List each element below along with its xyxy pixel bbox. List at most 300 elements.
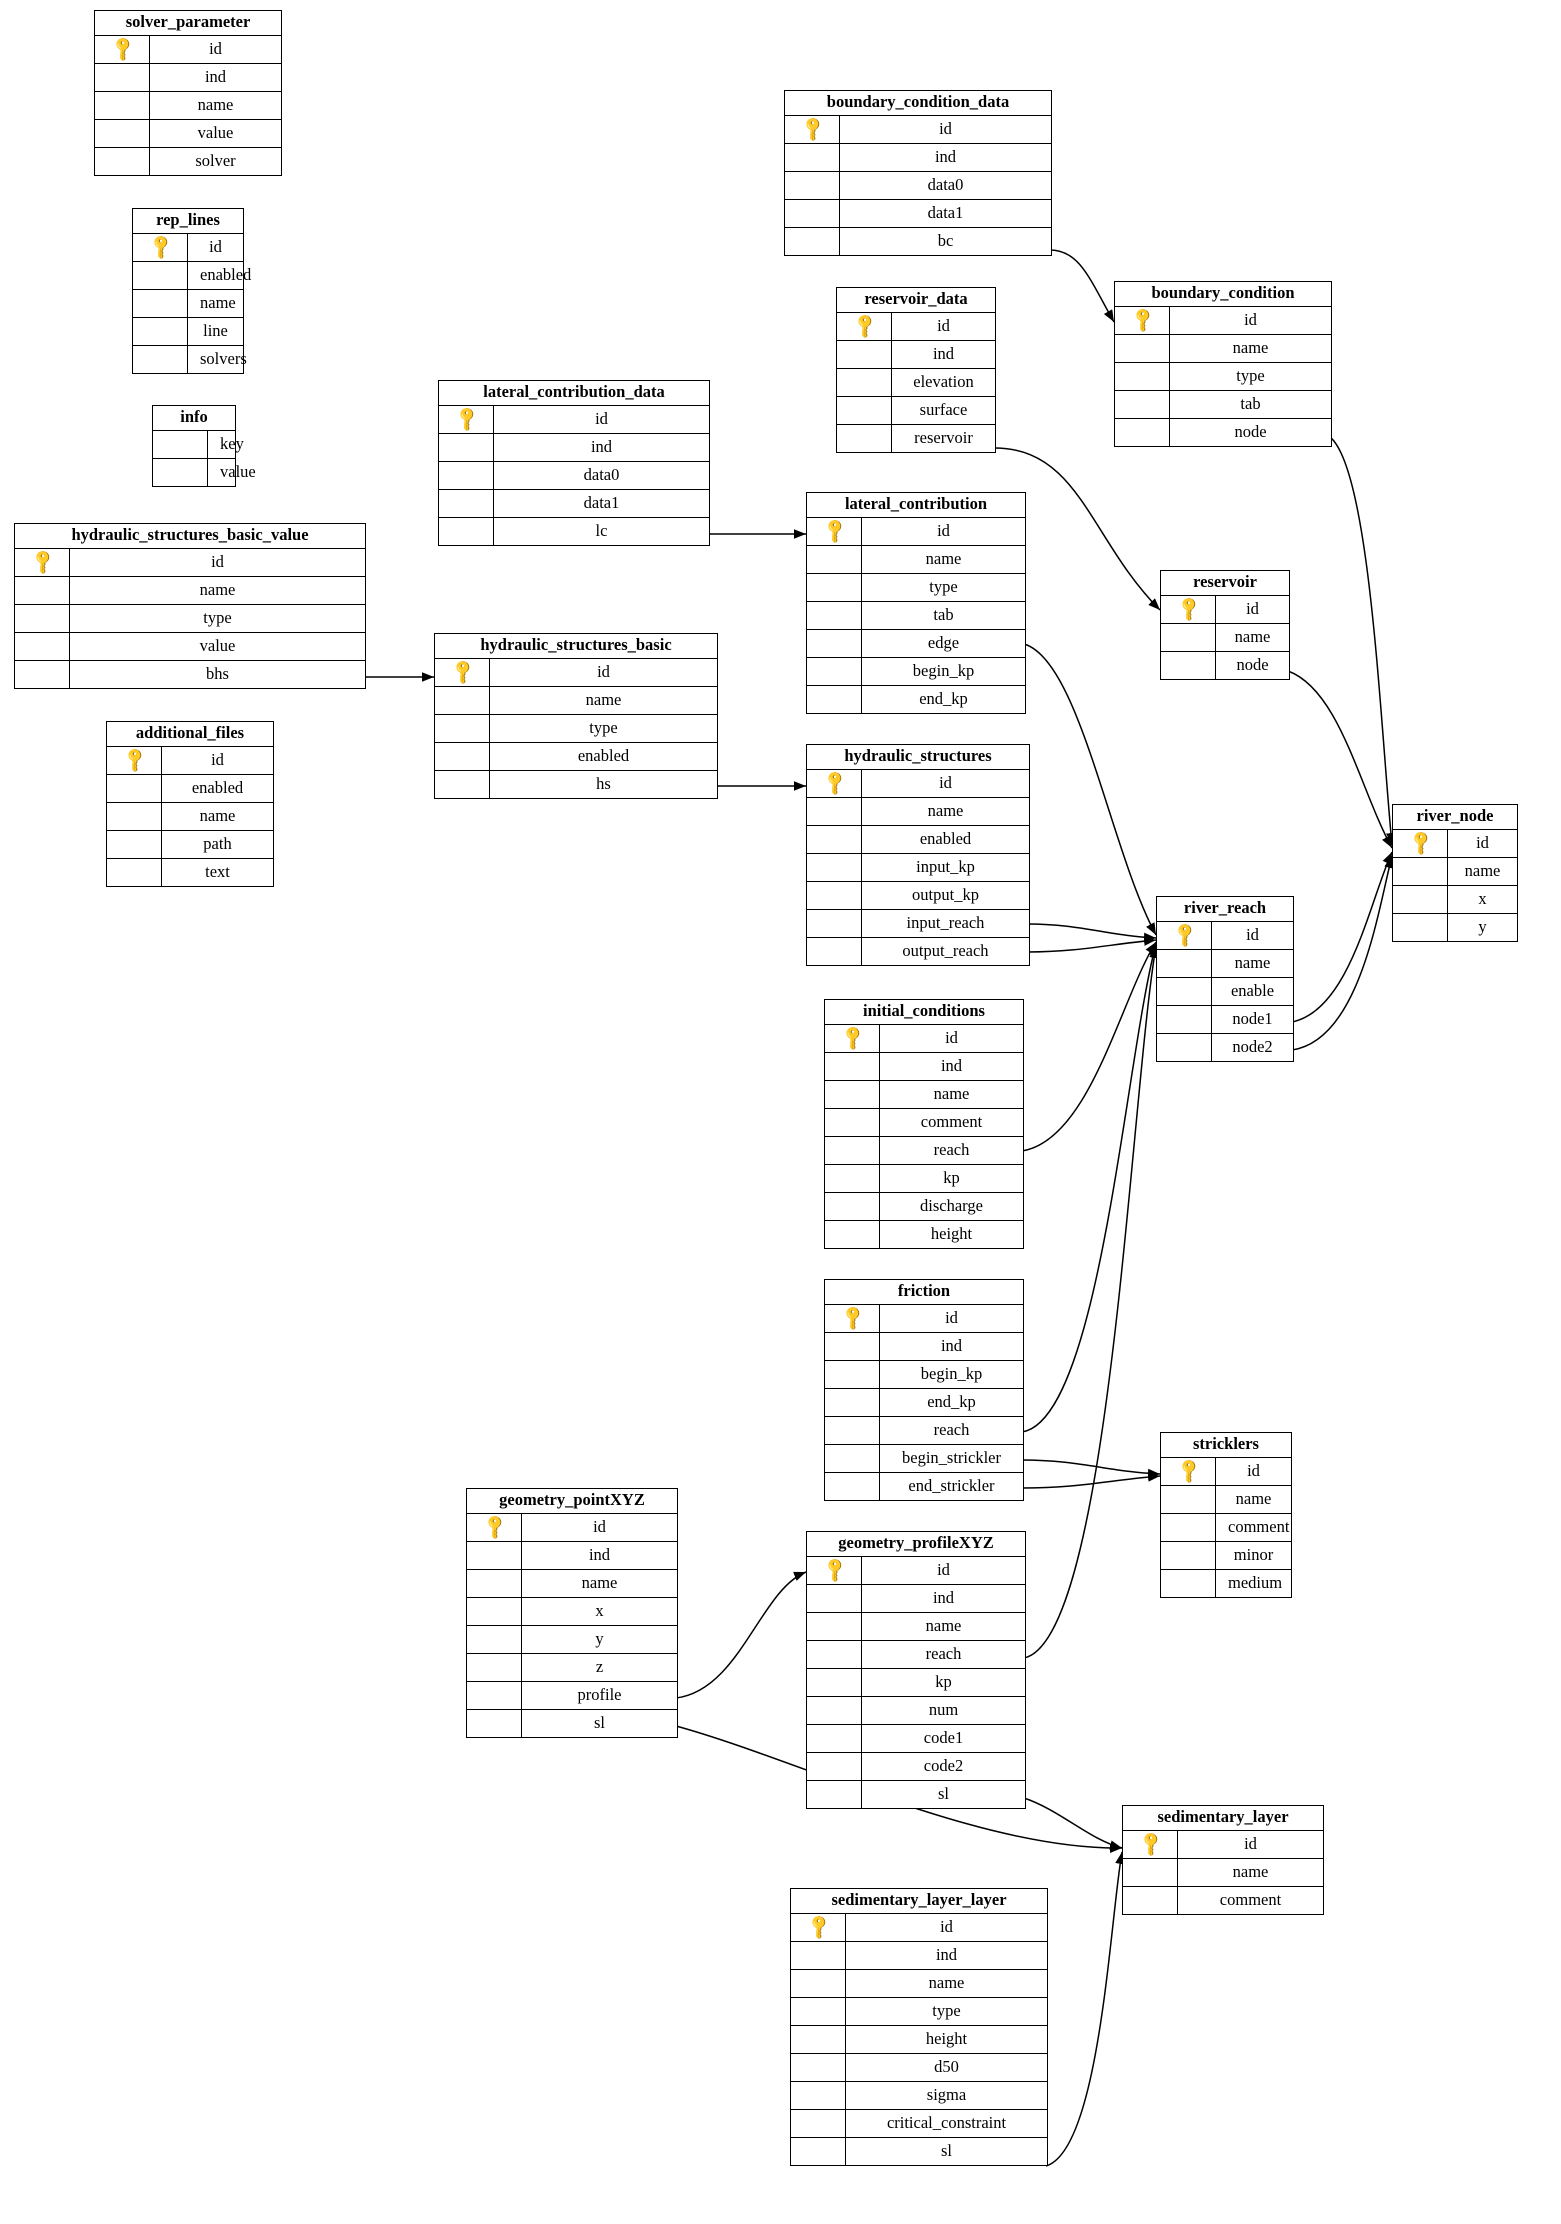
entity-field-row [1157, 922, 1293, 950]
entity-field-row [837, 341, 995, 369]
relationship-link [1022, 1476, 1160, 1488]
field-name: value [220, 462, 256, 482]
key-icon: 🔑 [452, 404, 481, 433]
field-marker-cell [807, 658, 862, 685]
field-marker-cell [807, 938, 862, 965]
entity-boundary_condition[interactable] [1114, 281, 1332, 447]
entity-info[interactable] [152, 405, 256, 487]
field-name: ind [940, 1336, 963, 1356]
entity-stricklers[interactable] [1160, 1432, 1292, 1598]
relationship-link [1022, 1460, 1160, 1474]
field-marker-cell [107, 859, 162, 886]
field-name: kp [935, 1672, 952, 1692]
field-name: input_kp [916, 857, 975, 877]
field-marker-cell [825, 1361, 880, 1388]
entity-field-row [1161, 1486, 1291, 1514]
entity-title: boundary_condition [1115, 282, 1331, 307]
field-marker-cell [467, 1626, 522, 1653]
key-icon: 🔑 [448, 657, 477, 686]
field-marker-cell [133, 262, 188, 289]
entity-field-row [807, 826, 1029, 854]
field-marker-cell [1115, 391, 1170, 418]
field-name: node1 [1232, 1009, 1273, 1029]
entity-field-row [825, 1361, 1023, 1389]
primary-key-cell [825, 1305, 880, 1332]
field-name: id [595, 409, 608, 429]
entity-field-row [107, 775, 273, 803]
entity-title: boundary_condition_data [785, 91, 1051, 116]
field-marker-cell [807, 1753, 862, 1780]
key-icon: 🔑 [1406, 828, 1435, 857]
primary-key-cell [95, 36, 150, 63]
field-name: begin_kp [912, 661, 975, 681]
key-icon: 🔑 [820, 768, 849, 797]
entity-field-row [15, 549, 365, 577]
primary-key-cell [1123, 1831, 1178, 1858]
field-marker-cell [439, 462, 494, 489]
field-name: type [932, 2001, 961, 2021]
field-marker-cell [435, 771, 490, 798]
entity-field-row [825, 1333, 1023, 1361]
field-marker-cell [807, 1613, 862, 1640]
field-name: id [937, 316, 950, 336]
entity-field-row [785, 172, 1051, 200]
entity-title: hydraulic_structures_basic [435, 634, 717, 659]
field-marker-cell [791, 1970, 846, 1997]
entity-reservoir_data[interactable] [836, 287, 996, 453]
field-marker-cell [1161, 652, 1216, 679]
field-name: ind [932, 344, 955, 364]
entity-field-row [807, 938, 1029, 965]
entity-field-row [15, 577, 365, 605]
field-marker-cell [807, 1669, 862, 1696]
field-marker-cell [1393, 886, 1448, 913]
field-marker-cell [15, 661, 70, 688]
entity-field-row [467, 1570, 677, 1598]
entity-field-row [1161, 652, 1289, 679]
entity-sedimentary_layer_layer[interactable] [790, 1888, 1048, 2166]
field-name: code2 [923, 1756, 964, 1776]
entity-field-row [1123, 1831, 1323, 1859]
entity-field-row [825, 1417, 1023, 1445]
entity-hydraulic_structures_basic_value[interactable] [14, 523, 366, 689]
entity-field-row [807, 518, 1025, 546]
field-name: value [197, 123, 234, 143]
field-marker-cell [153, 431, 208, 458]
field-marker-cell [825, 1221, 880, 1248]
entity-solver_parameter[interactable] [94, 10, 282, 176]
field-marker-cell [807, 882, 862, 909]
field-name: data0 [583, 465, 620, 485]
entity-field-row [1393, 914, 1517, 941]
field-name: output_kp [912, 885, 979, 905]
entity-friction[interactable] [824, 1279, 1024, 1501]
field-marker-cell [807, 1725, 862, 1752]
entity-field-row [807, 1725, 1025, 1753]
field-marker-cell [791, 2110, 846, 2137]
key-icon: 🔑 [1170, 920, 1199, 949]
entity-lateral_contribution[interactable] [806, 492, 1026, 714]
field-marker-cell [785, 228, 840, 255]
entity-field-row [825, 1109, 1023, 1137]
entity-field-row [791, 1942, 1047, 1970]
relationship-link [1046, 1852, 1122, 2166]
entity-field-row [435, 715, 717, 743]
key-icon: 🔑 [838, 1023, 867, 1052]
field-name: name [581, 1573, 618, 1593]
entity-field-row [95, 120, 281, 148]
entity-field-row [15, 661, 365, 688]
entity-river_reach[interactable] [1156, 896, 1294, 1062]
entity-field-row [825, 1221, 1023, 1248]
field-name: ind [934, 147, 957, 167]
primary-key-cell [467, 1514, 522, 1541]
field-marker-cell [791, 2054, 846, 2081]
key-icon: 🔑 [820, 516, 849, 545]
entity-field-row [825, 1473, 1023, 1500]
field-name: name [925, 549, 962, 569]
field-marker-cell [825, 1333, 880, 1360]
entity-field-row [133, 234, 243, 262]
field-name: surface [919, 400, 968, 420]
relationship-link [1292, 852, 1392, 1022]
field-marker-cell [467, 1598, 522, 1625]
entity-field-row [807, 1641, 1025, 1669]
field-marker-cell [1157, 950, 1212, 977]
field-marker-cell [435, 715, 490, 742]
entity-field-row [107, 747, 273, 775]
entity-field-row [467, 1682, 677, 1710]
field-marker-cell [133, 290, 188, 317]
entity-field-row [1123, 1887, 1323, 1914]
entity-additional_files[interactable] [106, 721, 274, 887]
entity-field-row [439, 406, 709, 434]
field-name: sl [937, 1784, 949, 1804]
entity-title: initial_conditions [825, 1000, 1023, 1025]
field-marker-cell [1115, 363, 1170, 390]
field-marker-cell [825, 1165, 880, 1192]
entity-title: geometry_pointXYZ [467, 1489, 677, 1514]
field-name: type [929, 577, 958, 597]
entity-field-row [807, 882, 1029, 910]
entity-title: hydraulic_structures [807, 745, 1029, 770]
field-marker-cell [15, 577, 70, 604]
entity-title: sedimentary_layer_layer [791, 1889, 1047, 1914]
field-name: enabled [200, 265, 252, 285]
primary-key-cell [107, 747, 162, 774]
field-name: tab [1240, 394, 1261, 414]
field-name: id [945, 1028, 958, 1048]
entity-geometry_profileXYZ[interactable] [806, 1531, 1026, 1809]
field-marker-cell [435, 687, 490, 714]
relationship-link [1028, 924, 1156, 938]
field-name: comment [1219, 1890, 1282, 1910]
field-marker-cell [467, 1654, 522, 1681]
field-name: comment [920, 1112, 983, 1132]
field-marker-cell [825, 1389, 880, 1416]
field-marker-cell [807, 1781, 862, 1808]
entity-field-row [1161, 1458, 1291, 1486]
field-name: d50 [934, 2057, 959, 2077]
field-marker-cell [467, 1682, 522, 1709]
field-marker-cell [467, 1570, 522, 1597]
entity-title: reservoir [1161, 571, 1289, 596]
key-icon: 🔑 [28, 547, 57, 576]
field-marker-cell [825, 1109, 880, 1136]
field-name: reach [925, 1644, 962, 1664]
entity-field-row [791, 2138, 1047, 2165]
field-marker-cell [785, 200, 840, 227]
entity-field-row [133, 318, 243, 346]
field-marker-cell [1161, 1570, 1216, 1597]
field-name: end_kp [919, 689, 968, 709]
field-name: name [928, 1973, 965, 1993]
entity-field-row [791, 1998, 1047, 2026]
entity-reservoir[interactable] [1160, 570, 1290, 680]
field-name: bc [937, 231, 954, 251]
entity-title: lateral_contribution_data [439, 381, 709, 406]
entity-field-row [807, 686, 1025, 713]
relationship-link [1024, 644, 1156, 935]
field-name: name [933, 1084, 970, 1104]
field-marker-cell [837, 397, 892, 424]
entity-field-row [785, 116, 1051, 144]
field-marker-cell [439, 434, 494, 461]
entity-field-row [1115, 307, 1331, 335]
entity-field-row [133, 346, 247, 373]
entity-field-row [825, 1165, 1023, 1193]
entity-field-row [825, 1137, 1023, 1165]
entity-field-row [133, 262, 252, 290]
field-marker-cell [467, 1542, 522, 1569]
entity-field-row [791, 2110, 1047, 2138]
entity-field-row [467, 1710, 677, 1737]
entity-field-row [1161, 1570, 1291, 1597]
field-name: id [593, 1517, 606, 1537]
field-marker-cell [825, 1417, 880, 1444]
field-name: ind [940, 1056, 963, 1076]
field-name: name [1464, 861, 1501, 881]
entity-field-row [807, 854, 1029, 882]
entity-field-row [15, 633, 365, 661]
entity-field-row [807, 1585, 1025, 1613]
field-name: begin_kp [920, 1364, 983, 1384]
entity-field-row [1157, 1034, 1293, 1061]
field-name: edge [927, 633, 960, 653]
primary-key-cell [1115, 307, 1170, 334]
field-name: key [220, 434, 244, 454]
entity-initial_conditions[interactable] [824, 999, 1024, 1249]
field-name: data1 [583, 493, 620, 513]
field-marker-cell [791, 2082, 846, 2109]
field-name: id [939, 773, 952, 793]
field-name: kp [943, 1168, 960, 1188]
entity-field-row [825, 1389, 1023, 1417]
field-name: elevation [913, 372, 974, 392]
field-name: name [199, 580, 236, 600]
key-icon: 🔑 [804, 1912, 833, 1941]
primary-key-cell [439, 406, 494, 433]
key-icon: 🔑 [850, 311, 879, 340]
key-icon: 🔑 [1174, 594, 1203, 623]
relationship-link [1022, 944, 1156, 1432]
field-name: profile [577, 1685, 622, 1705]
field-name: x [1478, 889, 1487, 909]
field-marker-cell [1157, 1006, 1212, 1033]
entity-field-row [1393, 830, 1517, 858]
entity-field-row [1161, 596, 1289, 624]
field-marker-cell [1161, 1486, 1216, 1513]
field-name: name [1235, 1489, 1272, 1509]
entity-title: hydraulic_structures_basic_value [15, 524, 365, 549]
entity-field-row [467, 1514, 677, 1542]
entity-field-row [1161, 1542, 1291, 1570]
entity-rep_lines[interactable] [132, 208, 252, 374]
entity-field-row [807, 1613, 1025, 1641]
entity-field-row [467, 1654, 677, 1682]
field-marker-cell [1123, 1859, 1178, 1886]
entity-field-row [439, 462, 709, 490]
field-marker-cell [785, 172, 840, 199]
entity-field-row [95, 92, 281, 120]
field-marker-cell [807, 1585, 862, 1612]
entity-boundary_condition_data[interactable] [784, 90, 1052, 256]
entity-field-row [467, 1598, 677, 1626]
entity-geometry_pointXYZ[interactable] [466, 1488, 678, 1738]
field-name: id [209, 39, 222, 59]
field-marker-cell [791, 1998, 846, 2025]
field-marker-cell [95, 64, 150, 91]
entity-field-row [95, 148, 281, 175]
relationship-link [1050, 250, 1114, 322]
key-icon: 🔑 [1128, 305, 1157, 334]
entity-hydraulic_structures_basic[interactable] [434, 633, 718, 799]
entity-field-row [1161, 1514, 1291, 1542]
entity-field-row [791, 2026, 1047, 2054]
entity-field-row [107, 859, 273, 886]
field-name: sigma [926, 2085, 967, 2105]
entity-lateral_contribution_data[interactable] [438, 380, 710, 546]
entity-field-row [133, 290, 243, 318]
entity-title: info [153, 406, 235, 431]
entity-field-row [807, 1753, 1025, 1781]
field-marker-cell [95, 92, 150, 119]
relationship-link [1028, 940, 1156, 952]
field-name: id [211, 552, 224, 572]
entity-field-row [1115, 391, 1331, 419]
entity-title: stricklers [1161, 1433, 1291, 1458]
relationship-link [1330, 437, 1392, 845]
field-name: name [925, 1616, 962, 1636]
field-name: num [928, 1700, 959, 1720]
entity-sedimentary_layer[interactable] [1122, 1805, 1324, 1915]
entity-field-row [95, 36, 281, 64]
relationship-link [1024, 1798, 1122, 1848]
field-marker-cell [807, 574, 862, 601]
field-marker-cell [467, 1710, 522, 1737]
field-marker-cell [439, 490, 494, 517]
field-name: end_strickler [908, 1476, 995, 1496]
field-marker-cell [785, 144, 840, 171]
field-name: height [930, 1224, 973, 1244]
entity-field-row [837, 369, 995, 397]
field-marker-cell [825, 1473, 880, 1500]
key-icon: 🔑 [120, 745, 149, 774]
field-marker-cell [807, 910, 862, 937]
entity-hydraulic_structures[interactable] [806, 744, 1030, 966]
field-name: enabled [191, 778, 244, 798]
entity-field-row [837, 425, 995, 452]
entity-field-row [807, 1669, 1025, 1697]
field-marker-cell [95, 120, 150, 147]
field-marker-cell [1157, 1034, 1212, 1061]
field-marker-cell [107, 803, 162, 830]
entity-field-row [791, 2082, 1047, 2110]
field-name: output_reach [902, 941, 989, 961]
entity-field-row [1161, 624, 1289, 652]
entity-field-row [435, 743, 717, 771]
field-marker-cell [439, 518, 494, 545]
field-name: text [205, 862, 230, 882]
field-name: node2 [1232, 1037, 1273, 1057]
primary-key-cell [1161, 1458, 1216, 1485]
entity-field-row [791, 1970, 1047, 1998]
key-icon: 🔑 [1136, 1829, 1165, 1858]
entity-title: reservoir_data [837, 288, 995, 313]
entity-title: river_node [1393, 805, 1517, 830]
field-marker-cell [791, 2026, 846, 2053]
entity-title: river_reach [1157, 897, 1293, 922]
field-name: reservoir [914, 428, 973, 448]
primary-key-cell [15, 549, 70, 576]
field-name: line [203, 321, 228, 341]
field-name: type [589, 718, 618, 738]
field-name: data1 [927, 203, 964, 223]
field-name: minor [1233, 1545, 1274, 1565]
field-marker-cell [791, 2138, 846, 2165]
field-marker-cell [1157, 978, 1212, 1005]
field-name: value [199, 636, 236, 656]
field-name: height [925, 2029, 968, 2049]
field-name: type [1236, 366, 1265, 386]
entity-field-row [791, 1914, 1047, 1942]
entity-field-row [825, 1025, 1023, 1053]
entity-field-row [153, 431, 244, 459]
entity-field-row [825, 1081, 1023, 1109]
primary-key-cell [837, 313, 892, 340]
field-marker-cell [825, 1445, 880, 1472]
field-marker-cell [807, 826, 862, 853]
field-name: ind [590, 437, 613, 457]
field-name: data0 [927, 175, 964, 195]
entity-title: lateral_contribution [807, 493, 1025, 518]
entity-river_node[interactable] [1392, 804, 1518, 942]
field-marker-cell [807, 630, 862, 657]
field-name: sl [940, 2141, 952, 2161]
primary-key-cell [1157, 922, 1212, 949]
field-marker-cell [107, 775, 162, 802]
field-marker-cell [95, 148, 150, 175]
field-name: enabled [919, 829, 972, 849]
field-name: ind [935, 1945, 958, 1965]
field-name: id [945, 1308, 958, 1328]
entity-field-row [807, 1557, 1025, 1585]
field-name: id [1247, 1461, 1260, 1481]
field-marker-cell [435, 743, 490, 770]
entity-field-row [807, 910, 1029, 938]
field-name: name [1232, 338, 1269, 358]
entity-field-row [807, 770, 1029, 798]
